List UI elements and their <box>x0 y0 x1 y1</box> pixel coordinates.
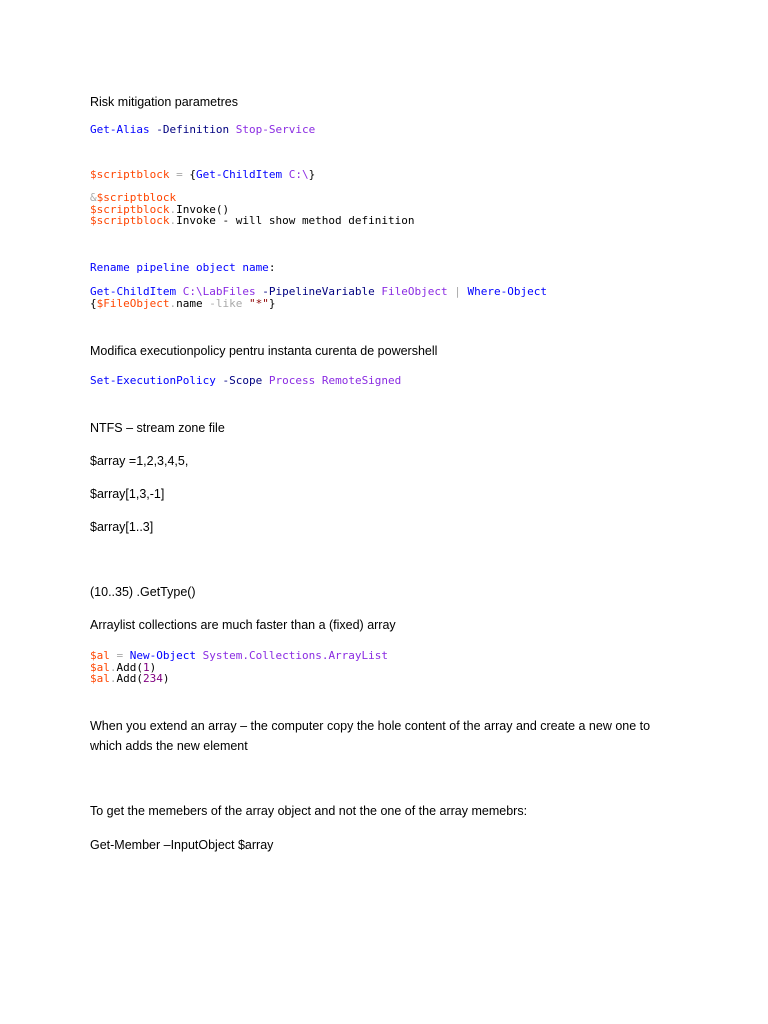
code-token-plain <box>461 285 468 298</box>
code-token-plain: : <box>268 261 276 274</box>
code-token-plain: Add( <box>116 660 143 674</box>
code-token-plain: { <box>90 296 97 310</box>
code-token-plain: Invoke - will show method definition <box>176 214 415 227</box>
code-line <box>90 298 547 310</box>
code-token-cmdlet: Get-ChildItem <box>90 285 177 298</box>
code-token-operator: . <box>169 214 177 227</box>
code-token-argument: Process <box>268 374 316 387</box>
code-token-operator: & <box>90 191 97 204</box>
paragraph: $array[1,3,-1] <box>90 487 165 501</box>
code-block <box>90 262 275 274</box>
code-token-variable: $scriptblock <box>90 214 170 227</box>
code-token-parameter: -Definition <box>156 123 230 136</box>
code-line <box>90 169 315 181</box>
code-token-plain <box>315 374 322 387</box>
code-block <box>90 650 388 685</box>
code-block <box>90 375 401 387</box>
code-token-cmdlet: Set-ExecutionPolicy <box>90 374 216 387</box>
code-line <box>90 673 388 685</box>
code-token-operator: . <box>169 296 177 310</box>
code-line <box>90 262 275 274</box>
code-block <box>90 286 547 309</box>
code-token-plain <box>196 649 203 662</box>
code-token-cmdlet: New-Object <box>129 649 196 662</box>
code-token-argument: C:\LabFiles <box>182 285 256 298</box>
code-token-cmdlet: Get-ChildItem <box>195 168 283 181</box>
code-token-argument: FileObject <box>381 285 448 298</box>
paragraph: To get the memebers of the array object and not the one of the array memebrs: <box>90 804 528 818</box>
code-token-plain <box>282 168 289 181</box>
code-token-operator: -like <box>209 296 243 310</box>
code-token-plain: name <box>176 296 210 310</box>
paragraph: NTFS – stream zone file <box>90 421 225 435</box>
code-token-string: "*" <box>248 296 269 310</box>
code-token-cmdlet: Get-Alias <box>90 123 150 136</box>
paragraph: When you extend an array – the computer copy the hole content of the array and create a new one to which adds the new element <box>90 719 651 753</box>
code-token-plain <box>242 297 249 310</box>
code-token-plain: Add( <box>116 672 143 685</box>
paragraph: Modifica executionpolicy pentru instanta curenta de powershell <box>90 344 438 358</box>
code-token-variable: $al <box>90 649 110 662</box>
code-token-plain <box>229 123 236 136</box>
paragraph: (10..35) .GetType() <box>90 585 196 599</box>
code-token-variable: $al <box>90 660 110 674</box>
code-token-argument: System.Collections.ArrayList <box>202 649 389 662</box>
paragraph: $array =1,2,3,4,5, <box>90 454 189 468</box>
code-token-number: 1 <box>143 660 150 674</box>
code-token-operator: | <box>454 285 461 298</box>
code-block <box>90 169 315 181</box>
code-block <box>90 192 415 227</box>
code-token-argument: C:\ <box>288 168 309 181</box>
code-token-plain: { <box>182 168 196 181</box>
code-block <box>90 124 315 136</box>
code-token-argument: Stop-Service <box>235 123 316 136</box>
paragraph: Arraylist collections are much faster than a (fixed) array <box>90 618 396 632</box>
code-token-variable: $al <box>90 672 110 685</box>
code-token-operator: . <box>109 660 117 674</box>
paragraph: Get-Member –InputObject $array <box>90 838 274 852</box>
code-token-plain: } <box>308 168 316 181</box>
code-token-parameter: -Scope <box>222 374 263 387</box>
code-token-cmdlet: Rename pipeline object name <box>90 261 269 274</box>
code-token-plain: ) <box>149 660 157 674</box>
code-token-number: 234 <box>143 672 163 685</box>
code-token-operator: = <box>176 168 183 181</box>
code-token-variable: $scriptblock <box>90 168 170 181</box>
code-token-operator: = <box>116 649 124 662</box>
code-token-parameter: -PipelineVariable <box>262 285 375 298</box>
code-token-operator: . <box>169 202 177 216</box>
code-line <box>90 375 401 387</box>
code-token-plain: } <box>268 296 276 310</box>
code-token-variable: $FileObject <box>96 296 170 310</box>
code-token-plain <box>262 374 269 387</box>
code-token-operator: . <box>109 672 117 685</box>
code-token-cmdlet: Where-Object <box>467 285 548 298</box>
code-token-plain: Invoke() <box>176 202 230 216</box>
code-line <box>90 215 415 227</box>
paragraph: $array[1..3] <box>90 520 154 534</box>
code-token-variable: $scriptblock <box>96 191 177 204</box>
code-token-variable: $scriptblock <box>90 202 170 216</box>
code-token-plain: ) <box>162 672 170 685</box>
paragraph: Risk mitigation parametres <box>90 95 238 109</box>
code-line <box>90 124 315 136</box>
code-token-argument: RemoteSigned <box>321 374 402 387</box>
